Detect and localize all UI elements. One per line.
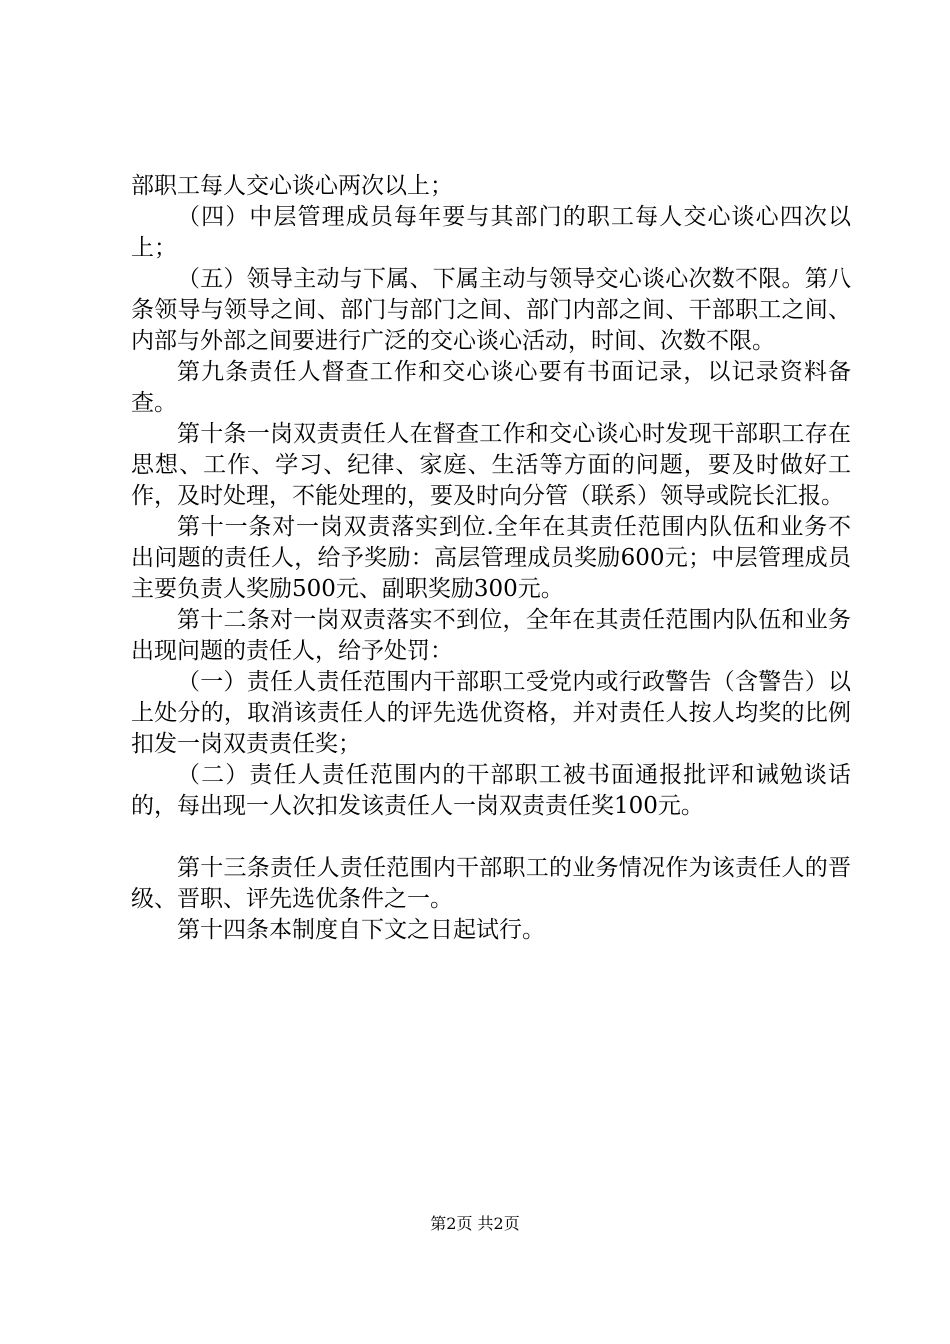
paragraph-gap xyxy=(131,822,851,853)
paragraph-item-one: （一）责任人责任范围内干部职工受党内或行政警告（含警告）以上处分的，取消该责任人的评先选优资格，并对责任人按人均奖的比例扣发一岗双责责任奖； xyxy=(131,669,851,757)
paragraph-article-nine: 第九条责任人督查工作和交心谈心要有书面记录，以记录资料备查。 xyxy=(131,359,851,416)
paragraph-article-fourteen: 第十四条本制度自下文之日起试行。 xyxy=(177,917,545,943)
paragraph-continuation: 部职工每人交心谈心两次以上； xyxy=(131,173,453,199)
paragraph-article-thirteen: 第十三条责任人责任范围内干部职工的业务情况作为该责任人的晋级、晋职、评先选优条件之一。 xyxy=(131,855,851,912)
paragraph-article-twelve: 第十二条对一岗双责落实不到位，全年在其责任范围内队伍和业务出现问题的责任人，给予处罚： xyxy=(131,607,851,664)
page-number-footer: 第2页 共2页 xyxy=(430,1214,520,1233)
paragraph-item-five-article-eight: （五）领导主动与下属、下属主动与领导交心谈心次数不限。第八条领导与领导之间、部门与部门之间、部门内部之间、干部职工之间、内部与外部之间要进行广泛的交心谈心活动，时间、次数不限。 xyxy=(131,266,851,354)
paragraph-article-ten: 第十条一岗双责责任人在督查工作和交心谈心时发现干部职工存在思想、工作、学习、纪律、家庭、生活等方面的问题，要及时做好工作，及时处理，不能处理的，要及时向分管（联系）领导或院长汇报。 xyxy=(131,421,851,509)
paragraph-item-two: （二）责任人责任范围内的干部职工被书面通报批评和诫勉谈话的，每出现一人次扣发该责任人一岗双责责任奖100元。 xyxy=(131,762,851,819)
paragraph-article-eleven: 第十一条对一岗双责落实到位.全年在其责任范围内队伍和业务不出问题的责任人，给予奖励：高层管理成员奖励600元；中层管理成员主要负责人奖励500元、副职奖励300元。 xyxy=(131,514,851,602)
document-body xyxy=(131,171,851,946)
paragraph-item-four: （四）中层管理成员每年要与其部门的职工每人交心谈心四次以上； xyxy=(131,204,851,261)
